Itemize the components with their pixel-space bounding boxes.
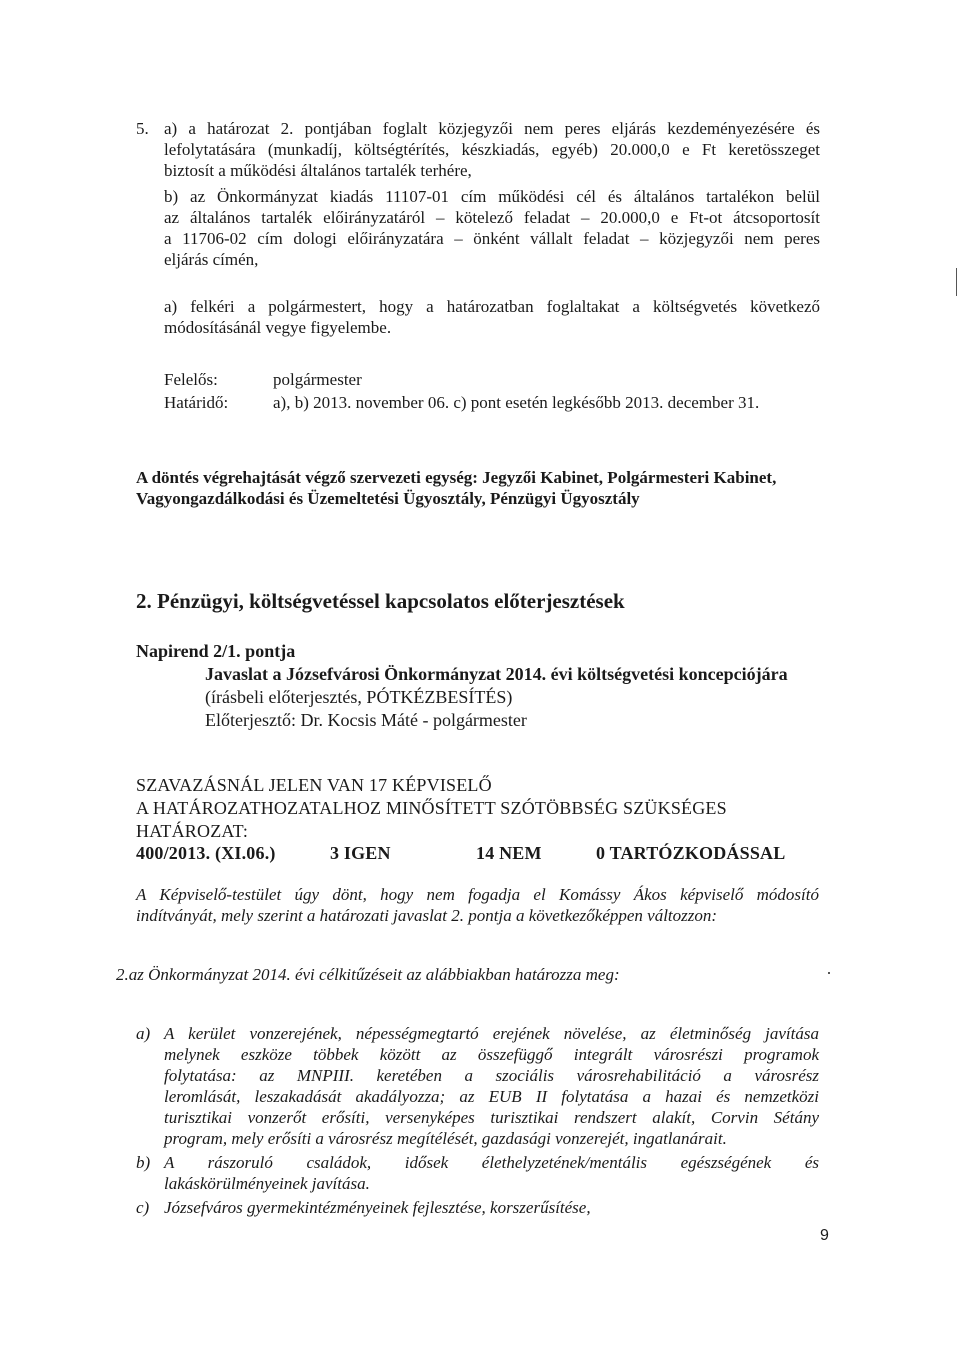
hatarido-label: Határidő: xyxy=(164,393,229,412)
vote-majority: A HATÁROZATHOZATALHOZ MINŐSÍTETT SZÓTÖBBSÉG SZÜKSÉGES xyxy=(136,798,727,818)
decision-text xyxy=(136,884,819,926)
section-heading: 2. Pénzügyi, költségvetéssel kapcsolatos előterjesztések xyxy=(136,589,625,613)
text-line: lakáskörülményeinek javítása. xyxy=(164,1174,370,1193)
scan-speck xyxy=(828,972,830,974)
goal-item-c xyxy=(164,1197,819,1218)
text-line: b) az Önkormányzat kiadás 11107-01 cím működési cél és általános tartalékon belül xyxy=(164,187,820,206)
text-line: biztosít a működési általános tartalék terhére, xyxy=(164,161,472,180)
list-marker: c) xyxy=(136,1198,150,1217)
agenda-title: Javaslat a Józsefvárosi Önkormányzat 2014. évi költségvetési koncepciójára xyxy=(205,664,788,684)
resolution-number: 400/2013. (XI.06.) xyxy=(136,843,276,863)
text-line: A kerület vonzerejének, népességmegtartó erejének növelése, az életminőség javítása xyxy=(164,1024,819,1043)
text-line: a) felkéri a polgármestert, hogy a határozatban foglaltakat a költségvetés következő xyxy=(164,297,820,316)
felelos-value: polgármester xyxy=(273,370,362,389)
agenda-label: Napirend 2/1. pontja xyxy=(136,641,296,661)
text-line: melynek eszköze többek között az összefüggő integrált városrészi programok xyxy=(164,1045,819,1064)
agenda-type: (írásbeli előterjesztés, PÓTKÉZBESÍTÉS) xyxy=(205,687,513,707)
goal-item-b xyxy=(164,1152,819,1194)
text-line: Józsefváros gyermekintézményeinek fejlesztése, korszerűsítése, xyxy=(164,1198,591,1217)
text-line: A Képviselő-testület úgy dönt, hogy nem fogadja el Komássy Ákos képviselő módosító xyxy=(136,885,819,904)
text-line: a) a határozat 2. pontjában foglalt közjegyzői nem peres eljárás kezdeményezésére és xyxy=(164,119,820,138)
list-marker: b) xyxy=(136,1153,151,1172)
goal-item-a xyxy=(164,1023,819,1149)
agenda-presenter: Előterjesztő: Dr. Kocsis Máté - polgármester xyxy=(205,710,527,730)
vote-attendance: SZAVAZÁSNÁL JELEN VAN 17 KÉPVISELŐ xyxy=(136,775,492,795)
vote-no: 14 NEM xyxy=(476,843,542,863)
section5-b-text xyxy=(164,186,820,270)
vote-yes: 3 IGEN xyxy=(330,843,391,863)
section5-a2-text xyxy=(164,296,820,338)
text-line: lefolytatására (munkadíj, költségtérítés, készkiadás, egyéb) 20.000,0 e Ft keretösszeget xyxy=(164,140,820,159)
hatarido-value: a), b) 2013. november 06. c) pont esetén legkésőbb 2013. december 31. xyxy=(273,393,760,412)
text-line: A rászoruló családok, idősek élethelyzetének/mentális egészségének és xyxy=(164,1153,819,1172)
text-line: eljárás címén, xyxy=(164,250,259,269)
scan-edge-mark xyxy=(956,268,957,296)
vote-abstain: 0 TARTÓZKODÁSSAL xyxy=(596,843,786,863)
goals-intro: 2.az Önkormányzat 2014. évi célkitűzéseit az alábbiakban határozza meg: xyxy=(116,965,620,984)
text-line: indítványát, mely szerint a határozati javaslat 2. pontja a következőképpen változzon: xyxy=(136,906,718,925)
text-line: a 11706-02 cím dologi előirányzatára – önként vállalt feladat – közjegyzői nem peres xyxy=(164,229,820,248)
text-line: módosításánál vegye figyelembe. xyxy=(164,318,392,337)
executor-text xyxy=(136,467,826,509)
vote-resolution-heading: HATÁROZAT: xyxy=(136,821,249,841)
text-line: Vagyongazdálkodási és Üzemeltetési Ügyosztály, Pénzügyi Ügyosztály xyxy=(136,489,640,508)
text-line: folytatása: az MNPIII. keretében a szociális városrehabilitáció a városrész xyxy=(164,1066,819,1085)
section-number: 5. xyxy=(136,119,149,138)
felelos-label: Felelős: xyxy=(164,370,218,389)
text-line: leromlását, leszakadását akadályozza; az EUB II folytatása a hazai és nemzetközi xyxy=(164,1087,819,1106)
section5-text xyxy=(164,118,820,181)
list-marker: a) xyxy=(136,1024,151,1043)
text-line: turisztikai vonzerőt erősíti, versenyképes turisztikai rendszert alakít, Corvin Sétány xyxy=(164,1108,819,1127)
text-line: program, mely erősíti a városrész megítélését, gazdasági vonzerejét, ingatlanárait. xyxy=(164,1129,727,1148)
text-line: az általános tartalék előirányzatáról – kötelező feladat – 20.000,0 e Ft-ot átcsoportosít xyxy=(164,208,820,227)
text-line: A döntés végrehajtását végző szervezeti egység: Jegyzői Kabinet, Polgármesteri Kabinet, xyxy=(136,468,777,487)
page-number: 9 xyxy=(820,1227,829,1244)
